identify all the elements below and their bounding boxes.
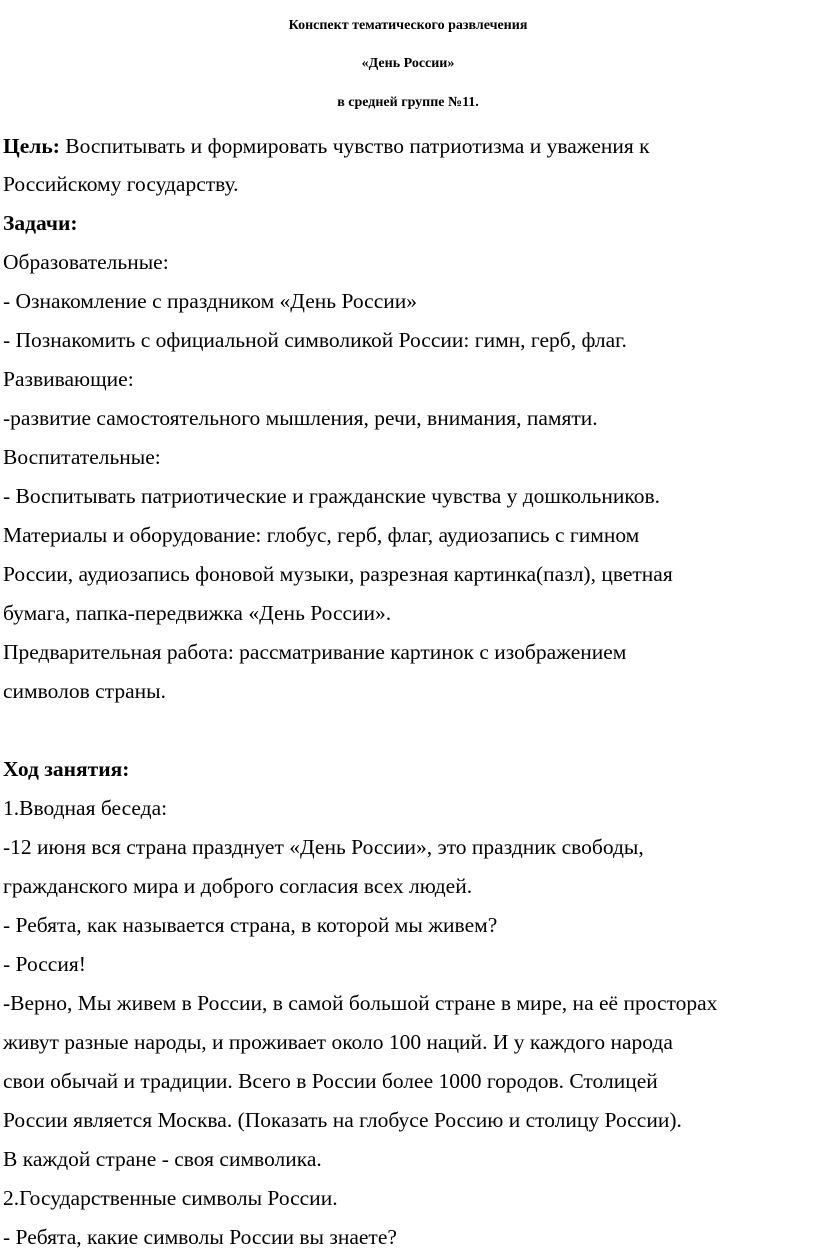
lesson-line: - Ребята, какие символы России вы знаете? [3, 1225, 397, 1249]
title-line-2: «День России» [361, 56, 455, 71]
text-line: - Ознакомление с праздником «День России» [3, 289, 418, 313]
title-line-3: в средней группе №11. [337, 95, 479, 110]
tasks-heading: Задачи: [3, 211, 78, 235]
text-line: бумага, папка-передвижка «День России». [3, 601, 392, 625]
text-line: - Познакомить с официальной символикой России: гимн, герб, флаг. [3, 328, 627, 352]
text-line: Развивающие: [3, 367, 134, 391]
goal-label: Цель: [3, 134, 60, 158]
text-line: России, аудиозапись фоновой музыки, разрезная картинка(пазл), цветная [3, 562, 673, 586]
lesson-line: свои обычай и традиции. Всего в России более 1000 городов. Столицей [3, 1069, 658, 1093]
lesson-line: России является Москва. (Показать на глобусе Россию и столицу России). [3, 1108, 682, 1132]
lesson-line: 1.Вводная беседа: [3, 796, 168, 820]
text-line: -развитие самостоятельного мышления, речи, внимания, памяти. [3, 406, 598, 430]
goal-text-continued: Российскому государству. [3, 172, 239, 196]
lesson-line: живут разные народы, и проживает около 100 наций. И у каждого народа [3, 1030, 673, 1054]
text-line: Предварительная работа: рассматривание картинок с изображением [3, 640, 627, 664]
text-line: - Воспитывать патриотические и гражданские чувства у дошкольников. [3, 484, 660, 508]
text-line: Воспитательные: [3, 445, 161, 469]
lesson-line: В каждой стране - своя символика. [3, 1147, 322, 1171]
lesson-line: - Россия! [3, 952, 86, 976]
text-line: Материалы и оборудование: глобус, герб, флаг, аудиозапись с гимном [3, 523, 640, 547]
lesson-line: -Верно, Мы живем в России, в самой большой стране в мире, на её просторах [3, 991, 718, 1015]
goal-text: Воспитывать и формировать чувство патриотизма и уважения к [59, 134, 650, 158]
title-line-1: Конспект тематического развлечения [288, 18, 528, 33]
lesson-line: - Ребята, как называется страна, в которой мы живем? [3, 913, 498, 937]
lesson-heading: Ход занятия: [3, 757, 130, 781]
text-line: символов страны. [3, 679, 166, 703]
lesson-line: 2.Государственные символы России. [3, 1186, 338, 1210]
lesson-line: -12 июня вся страна празднует «День России», это праздник свободы, [3, 835, 644, 859]
text-line: Образовательные: [3, 250, 169, 274]
lesson-line: гражданского мира и доброго согласия всех людей. [3, 874, 473, 898]
goal-paragraph [3, 133, 650, 159]
